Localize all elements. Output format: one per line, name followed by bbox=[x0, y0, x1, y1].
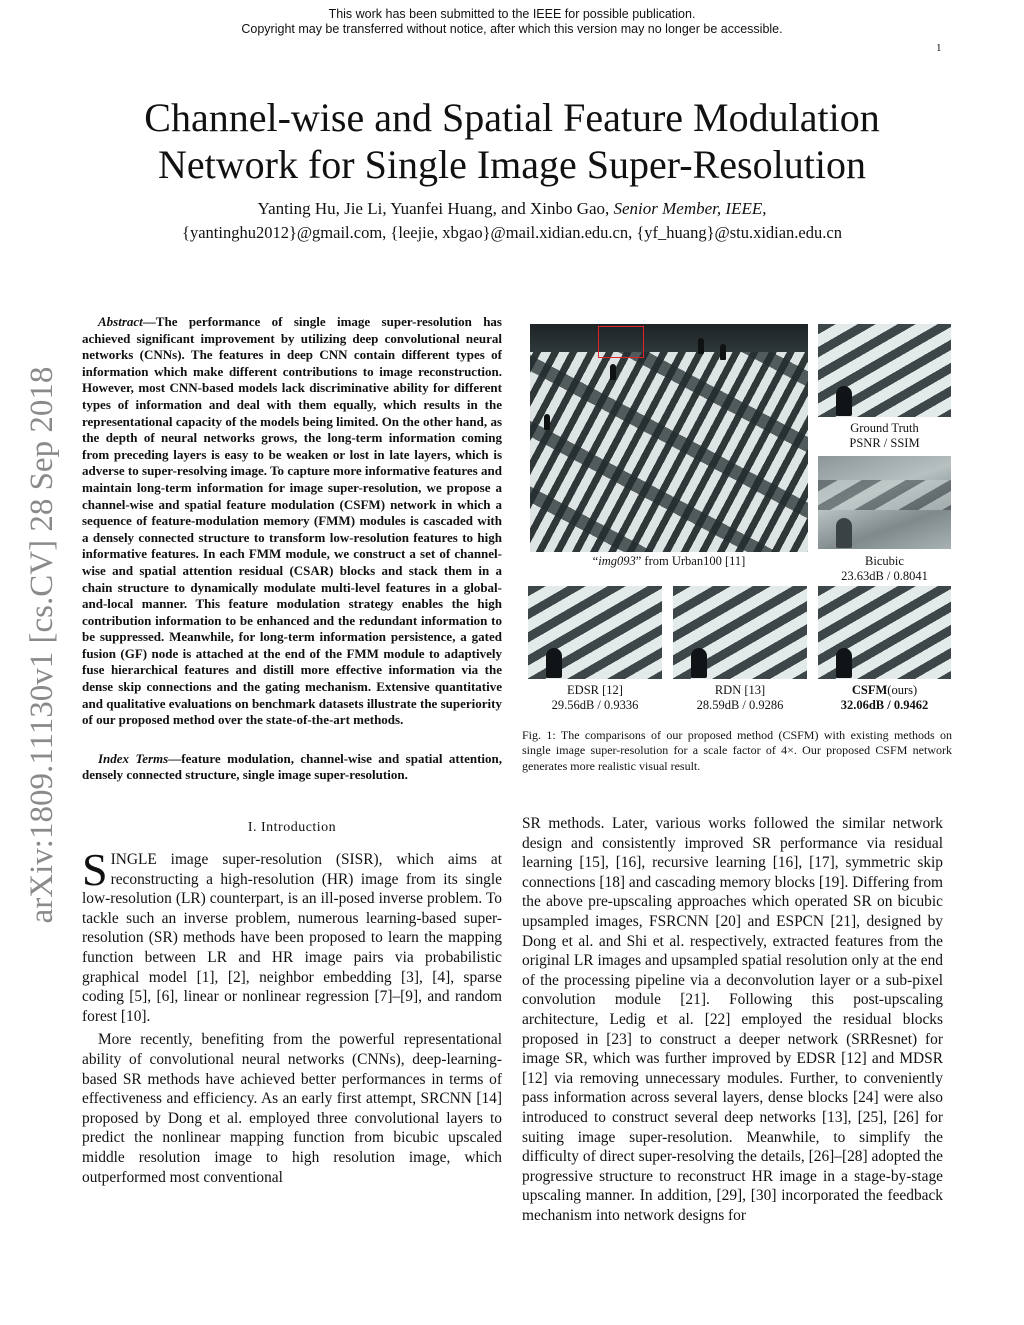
caption-image-name: img093 bbox=[598, 554, 636, 568]
bicubic-label: Bicubic bbox=[865, 554, 904, 568]
pedestrian-figure bbox=[836, 648, 852, 678]
edsr-patch bbox=[528, 586, 662, 679]
intro-paragraph-2: More recently, benefiting from the powerful representational ability of convolutional neural networks (CNNs), deep-learning-based SR methods have achieved better performances in terms of effectiveness and efficiency. As an early first attempt, SRCNN [14] proposed by Dong et al. employed three convolutional layers to predict the nonlinear mapping function from bicubic upscaled middle resolution image to high resolution image, which outperformed most conventional bbox=[82, 1031, 502, 1186]
bicubic-metric: 23.63dB / 0.8041 bbox=[841, 569, 928, 583]
intro-paragraph-3: SR methods. Later, various works followed the similar network design and consistently improved SR performance via residual learning [15], [16], recursive learning [16], [17], symmetric skip connections [18] and cascading memory blocks [19]. Differing from the above pre-upscaling approaches which operated SR on bicubic upsampled images, FSRCNN [20] and ESPCN [21], designed by Dong et al. and Shi et al. respectively, extracted features from the original LR images and upsampled spatial resolution only at the end of the processing pipeline via a deconvolution layer or a sub-pixel convolution module [21]. Following this post-upscaling architecture, Ledig et al. [22] employed the residual blocks proposed in [23] to construct a deeper network (SRResnet) for image SR, which was further improved by EDSR [12] and MDSR [12] via removing unnecessary modules. Further, to conveniently pass information across several layers, dense blocks [24] were also introduced to construct several deep networks [13], [25], [26] for suiting image super-resolution. Meanwhile, to simplify the difficulty of direct super-resolving the details, [26]–[28] adopted the progressive structure to reconstruct HR image in a stage-by-stage upscaling manner. In addition, [29], [30] incorporated the feedback mechanism into network designs for bbox=[522, 815, 943, 1224]
notice-line-1: This work has been submitted to the IEEE for possible publication. bbox=[328, 7, 696, 21]
ground-truth-label: Ground Truth bbox=[850, 421, 919, 435]
index-terms bbox=[82, 751, 502, 784]
pedestrian-figure bbox=[720, 344, 726, 360]
rdn-patch bbox=[673, 586, 807, 679]
page-number: 1 bbox=[936, 42, 942, 54]
index-terms-label: Index Terms bbox=[98, 750, 169, 766]
zoom-region-box bbox=[598, 326, 644, 358]
rdn-label: RDN [13] bbox=[714, 683, 766, 697]
title-line-1: Channel-wise and Spatial Feature Modulation bbox=[144, 95, 880, 140]
left-column bbox=[82, 314, 502, 1187]
main-scene-image bbox=[530, 324, 808, 552]
edsr-caption bbox=[528, 683, 662, 713]
pedestrian-figure bbox=[698, 338, 704, 354]
submission-notice bbox=[0, 7, 1024, 37]
abstract-text: —The performance of single image super-resolution has achieved significant improvement by utilizing deep convolutional neural networks (CNNs). The features in deep CNN contain different types of information which make different contributions to image reconstruction. However, most CNN-based models lack discriminative ability for different types of information and deal with them equally, which results in the representational capacity of the models being limited. On the other hand, as the depth of neural networks grows, the long-term information coming from preceding layers is easy to be weaken or lost in late layers, which is adverse to super-resolving image. To capture more informative features and maintain long-term information for image super-resolution, we propose a channel-wise and spatial feature modulation (CSFM) network in which a sequence of feature-modulation memory (FMM) modules is cascaded with a densely connected structure to transform low-resolution features to high informative features. In each FMM module, we construct a set of channel-wise and spatial attention residual (CSAR) blocks and stack them in a chain structure to dynamically modulate multi-level features in a global-and-local manner. This feature modulation strategy enables the high contribution information to be enhanced and the redundant information to be suppressed. Meanwhile, for long-term information persistence, a gated fusion (GF) node is attached at the end of the FMM module to adaptively fuse hierarchical features and distill more effective information via the dense skip connections and the gating mechanism. Extensive quantitative and qualitative evaluations on benchmark datasets illustrate the superiority of our proposed method over the state-of-the-art methods. bbox=[82, 314, 502, 728]
rdn-metric: 28.59dB / 0.9286 bbox=[696, 698, 784, 712]
right-column bbox=[522, 814, 943, 1225]
pedestrian-figure bbox=[836, 518, 852, 548]
arxiv-stamp: arXiv:1809.11130v1 [cs.CV] 28 Sep 2018 bbox=[24, 366, 60, 924]
pedestrian-figure bbox=[546, 648, 562, 678]
pedestrian-figure bbox=[836, 386, 852, 416]
crosswalk-shadow bbox=[530, 324, 808, 552]
bicubic-patch bbox=[818, 456, 951, 549]
intro-paragraph-1 bbox=[82, 844, 502, 1026]
drop-cap: S bbox=[82, 844, 108, 896]
abstract bbox=[82, 314, 502, 729]
bicubic-caption bbox=[818, 554, 951, 584]
edsr-metric: 29.56dB / 0.9336 bbox=[551, 698, 639, 712]
figure-1-caption: Fig. 1: The comparisons of our proposed method (CSFM) with existing methods on single image super-resolution for a scale factor of 4×. Our proposed CSFM network generates more realistic visual result. bbox=[522, 728, 952, 773]
caption-rest: ” from Urban100 [11] bbox=[635, 554, 746, 568]
intro-p1-text: INGLE image super-resolution (SISR), which aims at reconstructing a high-resolution (HR) image from its single low-resolution (LR) counterpart, is an ill-posed inverse problem. To tackle such an inverse problem, numerous learning-based super-resolution (SR) methods have been proposed to learn the mapping function between LR and HR image pairs via probabilistic graphical model [1], [2], neighbor embedding [3], [4], sparse coding [5], [6], linear or nonlinear regression [7]–[9], and random forest [10]. bbox=[82, 851, 502, 1025]
csfm-metric: 32.06dB / 0.9462 bbox=[840, 698, 929, 712]
pedestrian-figure bbox=[544, 414, 550, 430]
index-terms-text: —feature modulation, channel-wise and spatial attention, densely connected structure, single image super-resolution. bbox=[82, 750, 502, 783]
pedestrian-figure bbox=[691, 648, 707, 678]
caption-quote-open: “ bbox=[592, 554, 599, 568]
rdn-caption bbox=[673, 683, 807, 713]
notice-line-2: Copyright may be transferred without notice, after which this version may no longer be accessible. bbox=[241, 22, 783, 36]
author-role: Senior Member, IEEE, bbox=[613, 199, 767, 218]
paper-title bbox=[80, 94, 944, 188]
author-emails: {yantinghu2012}@gmail.com, {leejie, xbgao}@mail.xidian.edu.cn, {yf_huang}@stu.xidian.edu.cn bbox=[182, 223, 842, 242]
csfm-patch bbox=[818, 586, 951, 679]
authors-names: Yanting Hu, Jie Li, Yuanfei Huang, and Xinbo Gao, bbox=[257, 199, 610, 218]
pedestrian-figure bbox=[610, 364, 616, 380]
abstract-label: Abstract bbox=[98, 314, 143, 329]
figure-1 bbox=[522, 322, 952, 772]
title-line-2: Network for Single Image Super-Resolution bbox=[158, 142, 866, 187]
author-list bbox=[80, 198, 944, 219]
csfm-caption bbox=[818, 683, 951, 713]
csfm-label: CSFM bbox=[851, 683, 888, 697]
scene-top-band bbox=[530, 324, 808, 352]
bicubic-blurred-stripes bbox=[818, 480, 951, 510]
section-heading-introduction: I. Introduction bbox=[247, 820, 337, 836]
main-image-caption bbox=[530, 554, 808, 569]
ground-truth-patch bbox=[818, 324, 951, 417]
ground-truth-metric: PSNR / SSIM bbox=[849, 436, 920, 450]
csfm-label-line bbox=[818, 683, 951, 698]
edsr-label: EDSR [12] bbox=[567, 683, 623, 697]
csfm-suffix: (ours) bbox=[887, 683, 918, 697]
ground-truth-caption bbox=[818, 421, 951, 451]
